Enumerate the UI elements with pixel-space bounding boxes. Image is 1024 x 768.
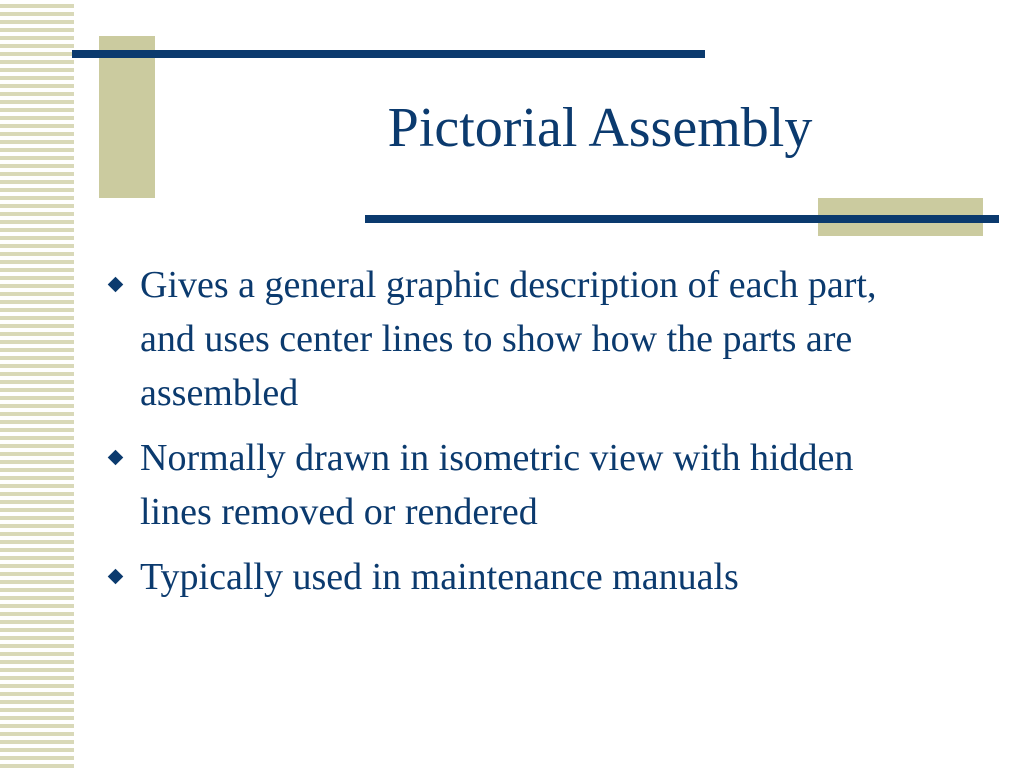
bullet-item <box>104 431 934 539</box>
bullet-text: Normally drawn in isometric view with hidden lines removed or rendered <box>140 437 854 533</box>
decorative-rule-bottom <box>365 215 999 223</box>
diamond-bullet-icon <box>108 569 124 585</box>
decorative-rule-top <box>72 50 705 58</box>
bullet-item <box>104 550 934 604</box>
decorative-left-stripes <box>0 0 74 768</box>
diamond-bullet-icon <box>108 277 124 293</box>
bullet-item <box>104 258 934 420</box>
bullet-list <box>104 258 934 615</box>
decorative-accent-block-top <box>99 36 155 198</box>
bullet-text: Typically used in maintenance manuals <box>140 556 739 598</box>
bullet-text: Gives a general graphic description of each part, and uses center lines to show how the parts are assembled <box>140 264 877 414</box>
diamond-bullet-icon <box>108 450 124 466</box>
slide-title: Pictorial Assembly <box>387 97 813 159</box>
